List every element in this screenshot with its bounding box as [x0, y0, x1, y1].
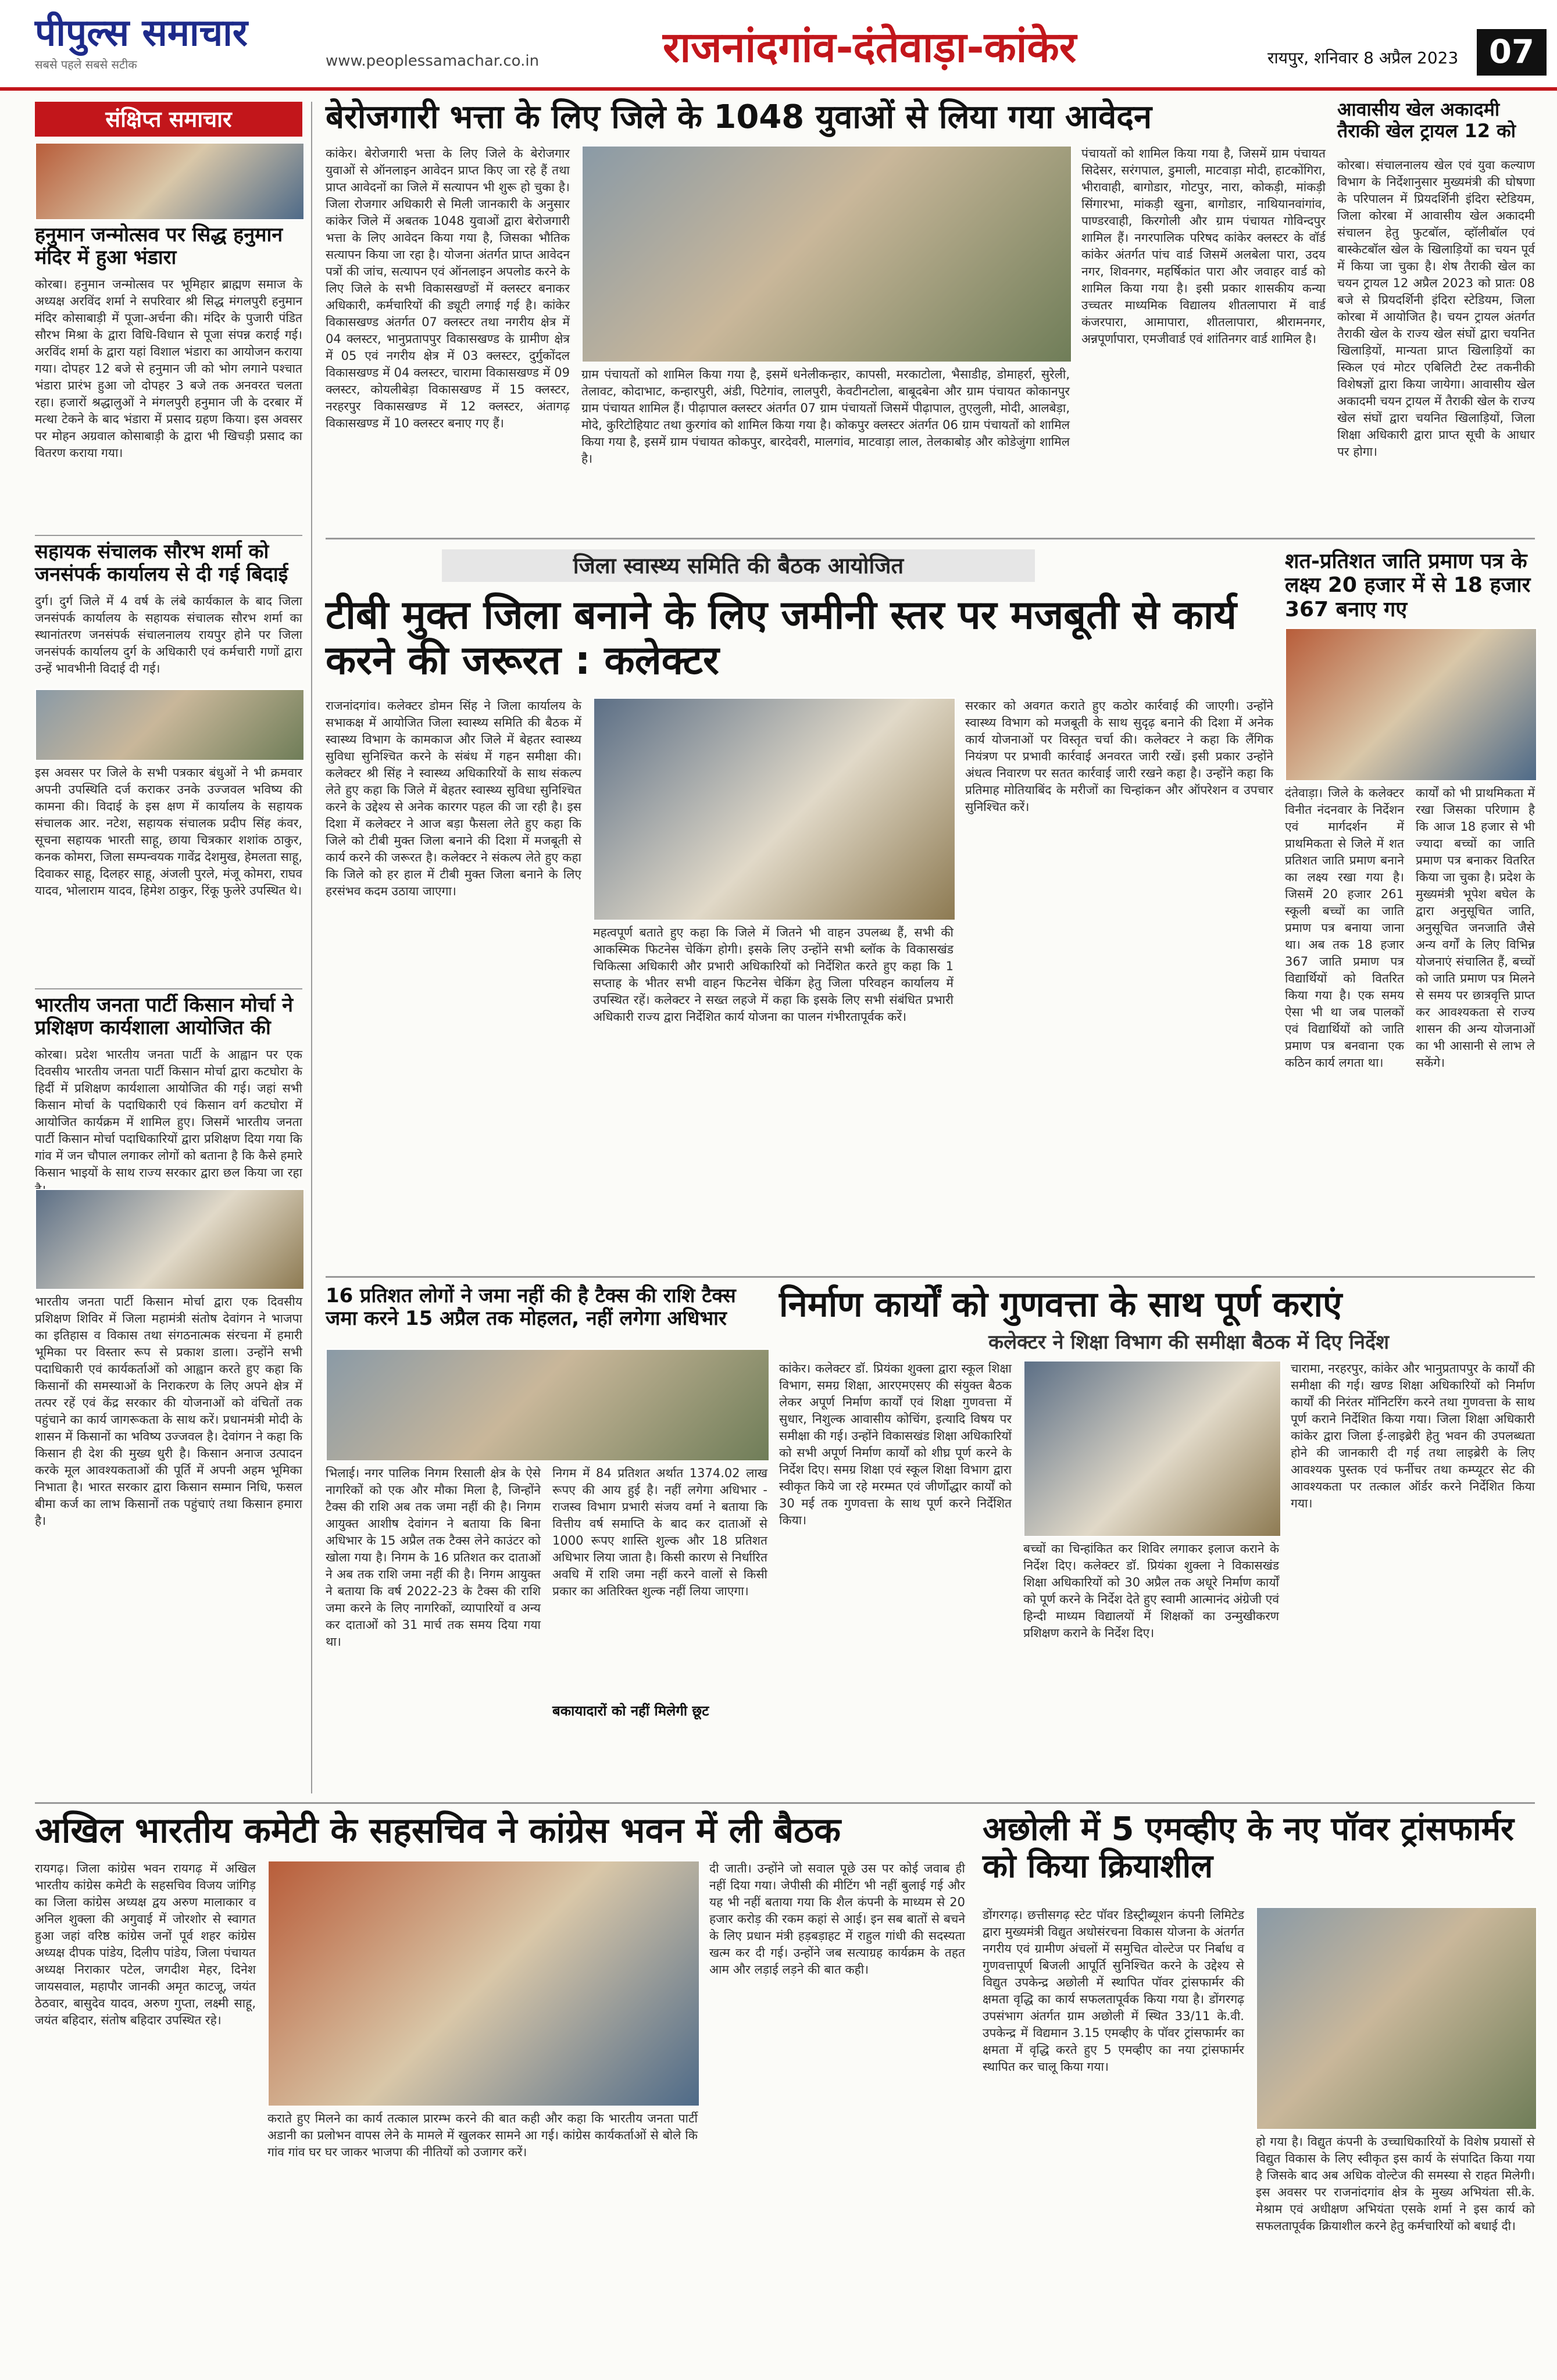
edition-title: राजनांदगांव-दंतेवाड़ा-कांकेर [663, 23, 1077, 72]
construction-body-3: चारामा, नरहरपुर, कांकेर और भानुप्रतापपुर के कार्यों की समीक्षा की गई। खण्ड शिक्षा अधिकारियों को निर्माण कार्यों की निरंतर मॉनिटरिंग करने तथा गुणवत्ता के साथ पूर्ण कराने निर्देशित किया गया। जिला शिक्षा अधिकारी कांकेर द्वारा जिला ई-लाइब्रेरी हेतु भवन की उपलब्धता होने की जानकारी दी गई तथा लाइब्रेरी के लिए आवश्यक पुस्तक एवं फर्नीचर तथा कम्प्यूटर सेट की आवश्यकता पर तत्काल ऑर्डर करने निर्देशित किया गया। [1291, 1361, 1535, 1510]
logo-tagline: सबसे पहले सबसे सटीक [35, 58, 137, 72]
brief-body-2: दुर्ग। दुर्ग जिले में 4 वर्ष के लंबे कार्यकाल के बाद जिला जनसंपर्क कार्यालय के सहायक संचालक सौरभ शर्मा का स्थानांतरण जनसंपर्क संचालनालय रायपुर होने पर जिला जनसंपर्क कार्यालय दुर्ग के अधिकारी एवं कर्मचारी गणों द्वारा उन्हें भावभीनी विदाई दी गई। [35, 594, 302, 676]
brief-photo-3 [35, 1189, 305, 1290]
website-url: www.peoplessamachar.co.in [326, 52, 540, 70]
tax-body-2: निगम में 84 प्रतिशत अर्थात 1374.02 लाख रूपए की आय हुई है। नहीं लगेगा अधिभार - राजस्व विभाग प्रभारी संजय वर्मा ने बताया कि वित्तीय वर्ष समाप्ति के बाद कर दाताओं से 1000 रूपए शास्ति शुल्क और 18 प्रतिशत अधिभार लिया जाता है। किसी कारण से निर्धारित अवधि में राशि जमा नहीं करने वालों से किसी प्रकार का अतिरिक्त शुल्क नहीं लिया जाएगा। [552, 1466, 767, 1598]
lead-body-3: पंचायतों को शामिल किया गया है, जिसमें ग्राम पंचायत सिदेसर, सरंगपाल, डुमाली, माटवाड़ा मोदी, हाटकोंगिरा, भीरावाही, बागोडार, गोटपुर, नारा, कोकड़ी, मांकड़ी सिंगारभा, मांकड़ी खुना, बागोडार, नाथियानवांगांव, पाण्डरवाही, किरगोली और ग्राम पंचायत गोविन्दपुर शामिल हैं। नगरपालिक परिषद कांकेर क्लस्टर के वॉर्ड कांकेर अंतर्गत पांच वार्ड जिसमें अलबेला पारा, उदय नगर, शिवनगर, महर्षिकांत पारा और जवाहर वार्ड को शामिल किया गया है। इसी प्रकार शासकीय कन्या उच्चतर माध्यमिक विद्यालय शीतलापारा में वार्ड कंजरपारा, आमापारा, शीतलापारा, श्रीरामनगर, अन्नपूर्णापारा, एमजीवार्ड एवं शांतिनगर वार्ड शामिल है। [1081, 146, 1326, 346]
section-rule [326, 538, 1535, 539]
section-rule [35, 1802, 1535, 1804]
tax-subhead: बकायादारों को नहीं मिलेगी छूट [552, 1703, 709, 1719]
power-body-1: डोंगरगढ़। छत्तीसगढ़ स्टेट पॉवर डिस्ट्रीब्यूशन कंपनी लिमिटेड द्वारा मुख्यमंत्री विद्युत अधोसंरचना विकास योजना के अंतर्गत नगरीय एवं ग्रामीण अंचलों में समुचित वोल्टेज पर निर्बाध व गुणवत्तापूर्ण बिजली आपूर्ति सुनिश्चित करने के उद्देश्य से विद्युत उपकेन्द्र अछोली में स्थापित पॉवर ट्रांसफार्मर की क्षमता वृद्धि का कार्य सफलतापूर्वक किया गया है। डोंगरगढ़ उपसंभाग अंतर्गत ग्राम अछोली में स्थित 33/11 के.वी. उपकेन्द्र में विद्यमान 3.15 एमव्हीए के पॉवर ट्रांसफार्मर का क्षमता में वृद्धि करते हुए 5 एमव्हीए का नया ट्रांसफार्मर स्थापित कर चालू किया गया। [983, 1908, 1244, 2074]
congress-photo [267, 1860, 700, 2107]
lead-photo [581, 145, 1072, 363]
brief-title-2: सहायक संचालक सौरभ शर्मा को जनसंपर्क कार्यालय से दी गई बिदाई [35, 540, 288, 587]
health-body-3: सरकार को अवगत कराते हुए कठोर कार्रवाई की जाएगी। उन्होंने स्वास्थ्य विभाग को मजबूती के साथ सुदृढ़ बनाने की दिशा में अनेक कार्य योजनाओं पर विस्तृत चर्चा की। कलेक्टर ने कहा कि लैंगिक नियंत्रण पर प्रभावी कार्रवाई अनवरत जारी रखें। इसी प्रकार उन्होंने अंधत्व निवारण पर सतत कार्रवाई जारी रखने कहा है। उन्होंने कहा कि प्रतिमाह मोतियाबिंद के मरीजों का चिन्हांकन और ऑपरेशन व उपचार सुनिश्चित करें। [965, 699, 1273, 814]
power-photo [1256, 1907, 1537, 2130]
tax-body-1: भिलाई। नगर पालिक निगम रिसाली क्षेत्र के ऐसे नागरिकों को एक और मौका मिला है, जिन्होंने टैक्स की राशि अब तक जमा नहीं की है। निगम आयुक्त आशीष देवांगन ने बताया कि बिना अधिभार के 15 अप्रैल तक टैक्स लेने काउंटर को खोला गया है। निगम के 16 प्रतिशत कर दाताओं ने अब तक राशि जमा नहीं की है। निगम आयुक्त ने बताया कि वर्ष 2022-23 के टैक्स की राशि जमा करने के लिए नागरिकों, व्यापारियों व अन्य कर दाताओं को 31 मार्च तक समय दिया गया था। [326, 1466, 541, 1649]
caste-body-2: कार्यों को भी प्राथमिकता में रखा जिसका परिणाम है कि आज 18 हजार से भी ज्यादा बच्चों का जाति प्रमाण पत्र बनाकर वितरित किया जा चुका है। प्रदेश के मुख्यमंत्री भूपेश बघेल के द्वारा अनुसूचित जाति, अनुसूचित जनजाति जैसे अन्य वर्गों के लिए विभिन्न योजनाएं संचालित हैं, बच्चों को जाति प्रमाण पत्र मिलने से समय पर छात्रवृत्ति प्राप्त कर आवश्यकता से राज्य शासन की अन्य योजनाओं का भी आसानी से लाभ ले सकेंगे। [1416, 786, 1535, 1070]
lead-headline: बेरोजगारी भत्ता के लिए जिले के 1048 युवाओं से लिया गया आवेदन [326, 98, 1152, 136]
sports-body: कोरबा। संचालनालय खेल एवं युवा कल्याण विभाग के निर्देशानुसार मुख्यमंत्री की घोषणा के परिपालन में प्रियदर्शिनी इंदिरा स्टेडियम, जिला कोरबा में आवासीय खेल अकादमी संचालन हेतु फुटबॉल, व्हॉलीबॉल एवं बास्केटबॉल खेल के खिलाड़ियों का चयन पूर्व में किया जा चुका है। शेष तैराकी खेल का चयन ट्रायल 12 अप्रैल 2023 को प्रातः 08 बजे से प्रियदर्शिनी इंदिरा स्टेडियम, जिला कोरबा में आयोजित है। चयन ट्रायल अंतर्गत तैराकी खेल के राज्य खेल संघों द्वारा चयनित खिलाड़ियों, मान्यता प्राप्त खिलाड़ियों का स्किल एवं मोटर एबिलिटी टेस्ट तकनीकी विशेषज्ञों द्वारा किया जायेगा। आवासीय खेल अकादमी चयन ट्रायल में तैराकी खेल के राज्य खेल संघों द्वारा चयनित खिलाड़ियों, जिला शिक्षा अधिकारी द्वारा प्राप्त सूची के आधार पर होगा। [1337, 158, 1535, 459]
logo-text: पीपुल्स समाचार [35, 12, 248, 55]
congress-body-1: रायगढ़। जिला कांग्रेस भवन रायगढ़ में अखिल भारतीय कांग्रेस कमेटी के सहसचिव विजय जांगिड़ का जिला कांग्रेस अध्यक्ष द्वय अरुण मालाकार व अनिल शुक्ला की अगुवाई में जोरशोर से स्वागत हुआ जहां वरिष्ठ कांग्रेस जनों पूर्व शहर कांग्रेस अध्यक्ष दीपक पांडेय, दिलीप पांडेय, जिला पंचायत अध्यक्ष निराकार पटेल, जगदीश मेहर, दिनेश जायसवाल, महापौर जानकी अमृत काटजू, जयंत ठेठवार, बासुदेव यादव, अरुण गुप्ता, लक्ष्मी साहू, जयंत बहिदार, संतोष बहिदार उपस्थित रहे। [35, 1861, 256, 2027]
congress-headline: अखिल भारतीय कमेटी के सहसचिव ने कांग्रेस भवन में ली बैठक [35, 1810, 841, 1851]
construction-photo [1023, 1360, 1281, 1537]
brief-body-3: कोरबा। प्रदेश भारतीय जनता पार्टी के आह्वान पर एक दिवसीय भारतीय जनता पार्टी किसान मोर्चा द्वारा कटघोरा के हिर्दी में प्रशिक्षण कार्यशाला आयोजित की गई। जहां सभी किसान मोर्चा के पदाधिकारी एवं किसान वर्ग कटघोरा में आयोजित कार्यक्रम में शामिल हुए। जिसमें भारतीय जनता पार्टी किसान मोर्चा पदाधिकारियों द्वारा प्रशिक्षण दिया गया कि गांव में जन चौपाल लगाकर लोगों को बताना है कि कैसे हमारे किसान भाइयों के साथ राज्य सरकार द्वारा छल किया जा रहा [35, 1048, 302, 1180]
divider [35, 988, 302, 989]
newspaper-logo [35, 6, 248, 72]
caste-headline: शत-प्रतिशत जाति प्रमाण पत्र के लक्ष्य 20 हजार में से 18 हजार 367 बनाए गए [1285, 549, 1531, 621]
tax-headline: 16 प्रतिशत लोगों ने जमा नहीं की है टैक्स की राशि टैक्स जमा करने 15 अप्रैल तक मोहलत, नहीं लगेगा अधिभार [326, 1284, 736, 1331]
caste-body-1: दंतेवाड़ा। जिले के कलेक्टर विनीत नंदनवार के निर्देशन एवं मार्गदर्शन में प्राथमिकता से जिले में शत प्रतिशत जाति प्रमाण बनाने का लक्ष्य रखा गया है। जिसमें 20 हजार 261 स्कूली बच्चों का जाति प्रमाण पत्र बनाया जाना था। अब तक 18 हजार 367 जाति प्रमाण पत्र विद्यार्थियों को वितरित किया गया है। एक समय ऐसा भी था जब पालकों एवं विद्यार्थियों को जाति प्रमाण पत्र बनवाना एक कठिन कार्य लगता था। [1285, 786, 1404, 1070]
construction-body-1: कांकेर। कलेक्टर डॉ. प्रियंका शुक्ला द्वारा स्कूल शिक्षा विभाग, समग्र शिक्षा, आरएमएसए की संयुक्त बैठक लेकर अपूर्ण निर्माण कार्यों एवं शिक्षा गुणवत्ता में सुधार, निशुल्क आवासीय कोचिंग, इत्यादि विषय पर समीक्षा की गई। उन्होंने विकासखंड शिक्षा अधिकारियों को सभी अपूर्ण निर्माण कार्यों को शीघ्र पूर्ण करने के निर्देश दिए। समग्र शिक्षा एवं स्कूल शिक्षा विभाग द्वारा स्वीकृत किये जा रहे मरम्मत एवं जीर्णोद्धार कार्यों को 30 मई तक गुणवत्ता के साथ पूर्ण करने निर्देशित किया। [779, 1361, 1012, 1527]
construction-body-2: बच्चों का चिन्हांकित कर शिविर लगाकर इलाज कराने के निर्देश दिए। कलेक्टर डॉ. प्रियंका शुक्ला ने विकासखंड शिक्षा अधिकारियों को 30 अप्रैल तक अधूरे निर्माण कार्यों को पूर्ण करने के निर्देश देते हुए स्वामी आत्मानंद अंग्रेजी एवं हिन्दी माध्यम विद्यालयों में शिक्षकों का उन्मुखीकरण प्रशिक्षण कराने के निर्देश दिए। [1023, 1542, 1279, 1640]
congress-body-3: दी जाती। उन्होंने जो सवाल पूछे उस पर कोई जवाब ही नहीं दिया गया। जेपीसी की मीटिंग भी नहीं बुलाई गई और यह भी नहीं बताया गया कि शैल कंपनी के माध्यम से 20 हजार करोड़ की रकम कहां से आई। इन सब बातों से बचने के लिए प्रधान मंत्री हड़बड़ाहट में राहुल गांधी की सदस्यता खत्म कर दी गई। उन्होंने जब सत्याग्रह कार्यक्रम के तहत आम और लड़ाई लड़ने की बात कही। [709, 1861, 965, 1977]
construction-headline: निर्माण कार्यों को गुणवत्ता के साथ पूर्ण कराएं [779, 1284, 1342, 1325]
lead-body-1: कांकेर। बेरोजगारी भत्ता के लिए जिले के बेरोजगार युवाओं से ऑनलाइन आवेदन प्राप्त किए जा रहे हैं तथा प्राप्त आवेदनों का जिले में सत्यापन भी शुरू हो चुका है। जिला रोजगार अधिकारी से मिली जानकारी के अनुसार कांकेर जिले में अबतक 1048 युवाओं द्वारा बेरोजगारी भत्ता के लिए आवेदन किया गया है, जिसका भौतिक सत्यापन किया जा रहा है। योजना अंतर्गत प्राप्त आवेदन पत्रों की जांच, सत्यापन एवं ऑनलाइन अपलोड करने के लिए जिले के सभी विकासखण्डों में क्लस्टर बनाकर अधिकारी, कर्मचारियों की ड्यूटी लगाई गई है। कांकेर विकासखण्ड अंतर्गत 07 क्लस्टर तथा नगरीय क्षेत्र में 04 क्लस्टर, भानुप्रतापपुर विकासखण्ड के ग्रामीण क्षेत्र में 05 एवं नगरीय क्षेत्र में 03 क्लस्टर, दुर्गुकोंदल विकासखण्ड में 04 क्लस्टर, चारामा विकासखण्ड में 09 क्लस्टर, कोयलीबेड़ा विकासखण्ड में 15 क्लस्टर, नरहरपुर विकासखण्ड में 12 क्लस्टर, अंतागढ़ विकासखण्ड में 10 क्लस्टर बनाए गए हैं। [326, 146, 570, 430]
brief-photo-2 [35, 689, 305, 761]
brief-body-3b: भारतीय जनता पार्टी किसान मोर्चा द्वारा एक दिवसीय प्रशिक्षण शिविर में जिला महामंत्री संतोष देवांगन ने भाजपा का इतिहास व विकास तथा संगठनात्मक संरचना में हमारी भूमिका पर विस्तार रूप से प्रकाश डाला। उन्होंने सभी पदाधिकारी एवं कार्यकर्ताओं को आह्वान करते हुए कहा कि किसानों की समस्याओं के निराकरण के लिए अपने क्षेत्र में तत्पर रहें एवं केंद्र सरकार की योजनाओं को वंचितों तक पहुंचाने का कार्य जागरूकता के साथ करें। प्रधानमंत्री मोदी के शासन में किसानों का भविष्य उज्जवल है। देवांगन ने कहा कि किसान ही देश की मुख्य धुरी है। किसान अनाज उत्पादन करके मूल आवश्यकताओं की पूर्ति में अपनी अहम भूमिका निभाता है। भारत सरकार द्वारा किसान सम्मान निधि, फसल बीमा कर्ज का लाभ किसानों तक पहुंचाएं तथा किसान हमारा है। [35, 1295, 302, 1528]
health-body-1: राजनांदगांव। कलेक्टर डोमन सिंह ने जिला कार्यालय के सभाकक्ष में आयोजित जिला स्वास्थ्य समिति की बैठक में स्वास्थ्य विभाग के कामकाज और जिले में बेहतर स्वास्थ्य सुविधा सुनिश्चित करने के संबंध में गहन समीक्षा की। कलेक्टर श्री सिंह ने स्वास्थ्य अधिकारियों के साथ संकल्प लेते हुए कहा कि जिले में बेहतर स्वास्थ्य सुविधा सुनिश्चित करने के उद्देश्य से अनेक कारगर पहल की जा रही है। इस दिशा में कलेक्टर ने आज बड़ा फैसला लेते हुए कहा कि जिले को टीबी मुक्त जिला बनाने की दिशा में मजबूती से कार्य करने की जरूरत है। कलेक्टर ने संकल्प लेते हुए कहा कि जिले को हर हाल में टीबी मुक्त जिला बनाने के लिए हरसंभव कदम उठाया जाएगा। [326, 699, 581, 898]
power-headline: अछोली में 5 एमव्हीए के नए पॉवर ट्रांसफार्मर को किया क्रियाशील [983, 1810, 1514, 1886]
brief-title-1: हनुमान जन्मोत्सव पर सिद्ध हनुमान मंदिर में हुआ भंडारा [35, 223, 283, 270]
tax-photo [326, 1349, 770, 1461]
divider [35, 535, 302, 536]
column-rule [311, 102, 312, 1793]
dateline: रायपुर, शनिवार 8 अप्रैल 2023 [1267, 48, 1459, 67]
health-kicker: जिला स्वास्थ्य समिति की बैठक आयोजित [442, 549, 1035, 582]
construction-subtitle: कलेक्टर ने शिक्षा विभाग की समीक्षा बैठक में दिए निर्देश [988, 1331, 1390, 1354]
section-rule [326, 1276, 1535, 1278]
health-headline: टीबी मुक्त जिला बनाने के लिए जमीनी स्तर पर मजबूती से कार्य करने की जरूरत : कलेक्टर [326, 592, 1237, 684]
brief-body-1: कोरबा। हनुमान जन्मोत्सव पर भूमिहार ब्राह्मण समाज के अध्यक्ष अरविंद शर्मा ने सपरिवार श्री सिद्ध मंगलपुरी हनुमान मंदिर कोसाबाड़ी में पूजा-अर्चना की। मंदिर के पुजारी पंडित सौरभ मिश्रा के द्वारा विधि-विधान से पूजा संपन्न कराई गई। अरविंद शर्मा के द्वारा यहां विशाल भंडारा का आयोजन कराया गया। दोपहर 12 बजे से हनुमान जी को भोग लगाने पश्चात भंडारा प्रारंभ हुआ जो दोपहर 3 बजे तक अनवरत चलता रहा। हजारों श्रद्धालुओं ने मंगलपुरी हनुमान जी के दरबार में मत्था टेकने के बाद भंडारा में प्रसाद ग्रहण किया। इस अवसर पर मोहन अग्रवाल कोसाबाड़ी के द्वारा भी खिचड़ी प्रसाद का वितरण कराया गया। [35, 277, 302, 460]
brief-header: संक्षिप्त समाचार [35, 102, 302, 137]
lead-body-2: ग्राम पंचायतों को शामिल किया गया है, इसमें धनेलीकन्हार, कापसी, मरकाटोला, भैसाडीह, डोमाहर्रा, सुरेली, तेलावट, कोदाभाट, कन्हारपुरी, अंडी, पिटेगांव, लालपुरी, केवटीनटोला, बाबूदबेना और ग्राम पंचायत कोकानपुर ग्राम पंचायत शामिल हैं। पीढ़ापाल क्लस्टर अंतर्गत 07 ग्राम पंचायतों जिसमें पीढ़ापाल, तुएलुली, मोदी, आलबेड़ा, मोदे, कुरिटोहियाट तथा कुरगांव को शामिल किया गया है। कोकपुर क्लस्टर अंतर्गत 06 ग्राम पंचायतों को शामिल किया गया है, इसमें ग्राम पंचायत कोकपुर, बारदेवरी, मालगांव, माटवाड़ा लाल, तेलकाबोड़ और कोडेजुंगा शामिल है। [581, 367, 1070, 466]
page-number: 07 [1477, 29, 1547, 76]
brief-body-2b: इस अवसर पर जिले के सभी पत्रकार बंधुओं ने भी क्रमवार अपनी उपस्थिति दर्ज कराकर उनके उज्जवल भविष्य की कामना की। विदाई के इस क्षण में कार्यालय के सहायक संचालक आर. नटेश, सहायक संचालक प्रदीप सिंह कंवर, सूचना सहायक भारती साहू, छाया चित्रकार शशांक ठाकुर, कनक कोमरा, जिला सम्पन्वयक गावेंद्र देशमुख, हेमलता साहू, दिवाकर साहू, दिलहर साहू, अंजली पुरले, मंजू कोमरा, राघव यादव, भोलाराम यादव, हिमेश ठाकुर, रिंकू फुलेरे उपस्थित थे। [35, 766, 302, 898]
brief-title-3: भारतीय जनता पार्टी किसान मोर्चा ने प्रशिक्षण कार्यशाला आयोजित की [35, 994, 294, 1040]
sports-headline: आवासीय खेल अकादमी तैराकी खेल ट्रायल 12 को [1337, 98, 1516, 142]
caste-photo [1285, 628, 1537, 781]
brief-photo-1 [35, 142, 305, 220]
health-body-2: महत्वपूर्ण बताते हुए कहा कि जिले में जितने भी वाहन उपलब्ध हैं, सभी की आकस्मिक फिटनेस चेकिंग होगी। इसके लिए उन्होंने सभी ब्लॉक के विकासखंड चिकित्सा अधिकारी और प्रभारी अधिकारियों को निर्देशित करते हुए कहा कि 1 सप्ताह के भीतर सभी वाहन फिटनेस चेकिंग हेतु जिला परिवहन कार्यालय में उपस्थित रहें। कलेक्टर ने सख्त लहजे में कहा कि इसके लिए सभी संबंधित प्रभारी अधिकारी राज्य द्वारा निर्देशित कार्य योजना का पालन गंभीरतापूर्वक करें। [593, 925, 954, 1024]
power-body-2: हो गया है। विद्युत कंपनी के उच्चाधिकारियों के विशेष प्रयासों से विद्युत विकास के लिए स्वीकृत इस कार्य के संपादित किया गया है जिसके बाद अब अधिक वोल्टेज की समस्या से राहत मिलेगी। इस अवसर पर राजनांदगांव क्षेत्र के मुख्य अभियंता सी.के. मेश्राम एवं अधीक्षण अभियंता एसके शर्मा ने इस कार्य को सफलतापूर्वक क्रियाशील करने हेतु कर्मचारियों को बधाई दी। [1256, 2135, 1535, 2233]
congress-body-2: कराते हुए मिलने का कार्य तत्काल प्रारम्भ करने की बात कही और कहा कि भारतीय जनता पार्टी अडानी का प्रलोभन वापस लेने के मामले में खुलकर सामने आ गई। कांग्रेस कार्यकर्ताओं से बोले कि गांव गांव घर घर जाकर भाजपा की नीतियों को उजागर करें। [267, 2111, 698, 2159]
health-photo [593, 698, 956, 921]
